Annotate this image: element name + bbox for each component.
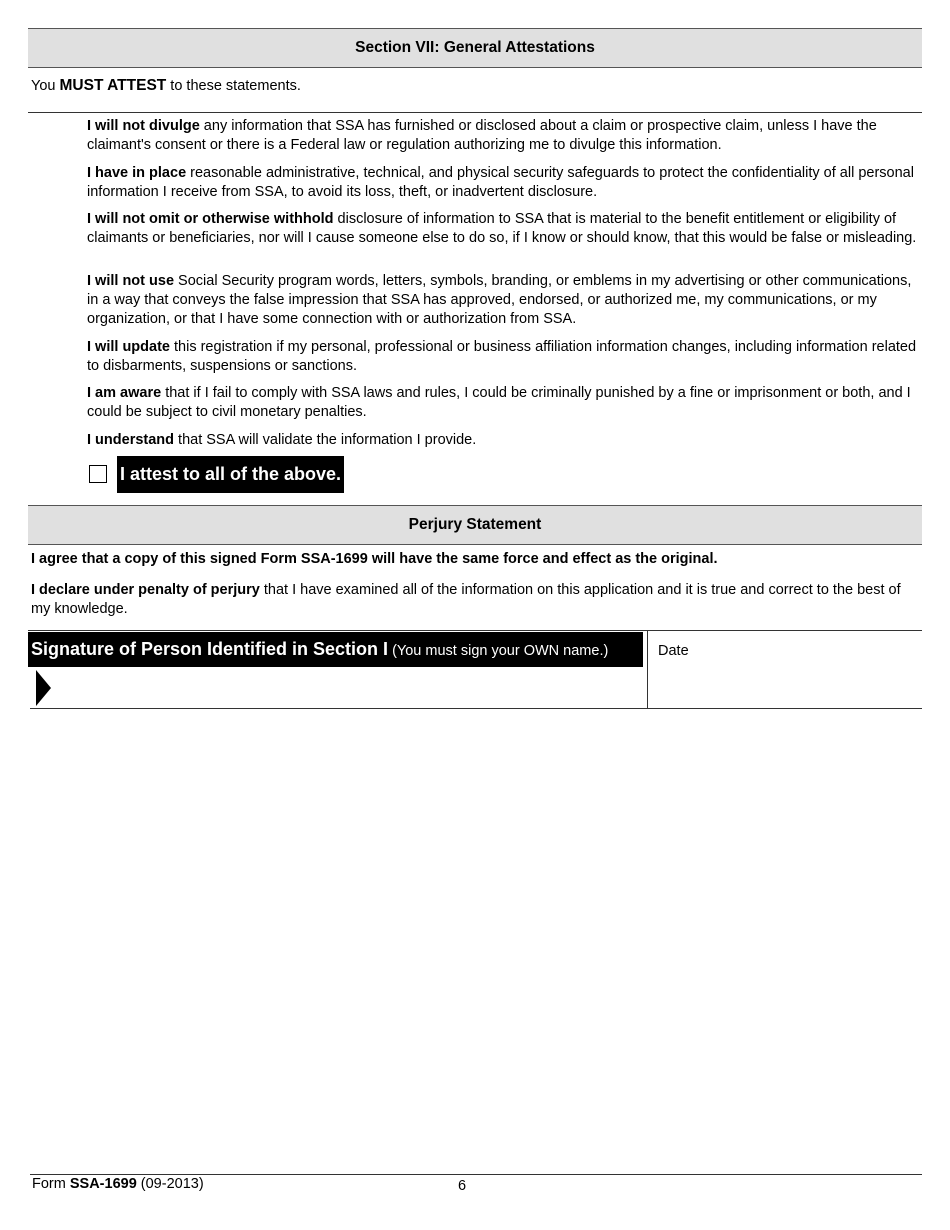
attest-checkbox[interactable] xyxy=(89,465,107,483)
statement-understand: I understand that SSA will validate the information I provide. xyxy=(87,432,477,448)
statement-aware: I am aware that if I fail to comply with SSA laws and rules, I could be criminally punished by a fine or imprisonment or both, and I could be subject to civil monetary penalties. xyxy=(87,385,911,420)
statement-divulge: I will not divulge any information that SSA has furnished or disclosed about a claim or prospective claim, unless I have the claimant's consent or there is a Federal law or regulation authorizing me to divulge this information. xyxy=(87,118,877,153)
date-label: Date xyxy=(658,643,689,659)
statement-branding: I will not use Social Security program words, letters, symbols, branding, or emblems in my advertising or other communications, in a way that conveys the false impression that SSA has approved, endorsed, or authorized me, my communications, or my organization, or that I have some connection with or authorization from SSA. xyxy=(87,273,912,327)
perjury-declaration: I declare under penalty of perjury that I have examined all of the information on this application and it is true and correct to the best of my knowledge. xyxy=(31,582,901,617)
perjury-copy-statement: I agree that a copy of this signed Form SSA-1699 will have the same force and effect as the original. xyxy=(31,551,718,567)
section-7-title: Section VII: General Attestations xyxy=(355,39,595,56)
signature-arrow-icon xyxy=(36,670,51,706)
statement-withhold: I will not omit or otherwise withhold disclosure of information to SSA that is material to the benefit entitlement or eligibility of claimants or beneficiaries, nor will I cause someone else to do so, if I know or should know, that this would be false or misleading. xyxy=(87,211,917,246)
signature-bottom-line xyxy=(30,708,922,709)
signature-top-line xyxy=(28,630,922,631)
perjury-title: Perjury Statement xyxy=(408,516,542,533)
attest-intro: You MUST ATTEST to these statements. xyxy=(31,77,301,94)
statement-update: I will update this registration if my personal, professional or business affiliation information changes, including information related to disbarments, suspensions or sanctions. xyxy=(87,339,917,374)
perjury-header xyxy=(28,505,922,545)
signature-label: Signature of Person Identified in Section I (You must sign your OWN name.) xyxy=(28,632,643,667)
attest-label: I attest to all of the above. xyxy=(117,456,344,493)
divider xyxy=(28,112,922,113)
footer-form-id: Form SSA-1699 (09-2013) xyxy=(32,1176,204,1192)
page-number: 6 xyxy=(458,1178,467,1194)
signature-date-divider xyxy=(647,630,648,708)
date-field[interactable] xyxy=(652,664,918,706)
section-7-header xyxy=(28,28,922,68)
statement-safeguards: I have in place reasonable administrative, technical, and physical security safeguards to protect the confidentiality of all personal information I receive from SSA, to avoid its loss, theft, or inadvertent disclosure. xyxy=(87,165,914,200)
signature-field[interactable] xyxy=(56,668,640,706)
